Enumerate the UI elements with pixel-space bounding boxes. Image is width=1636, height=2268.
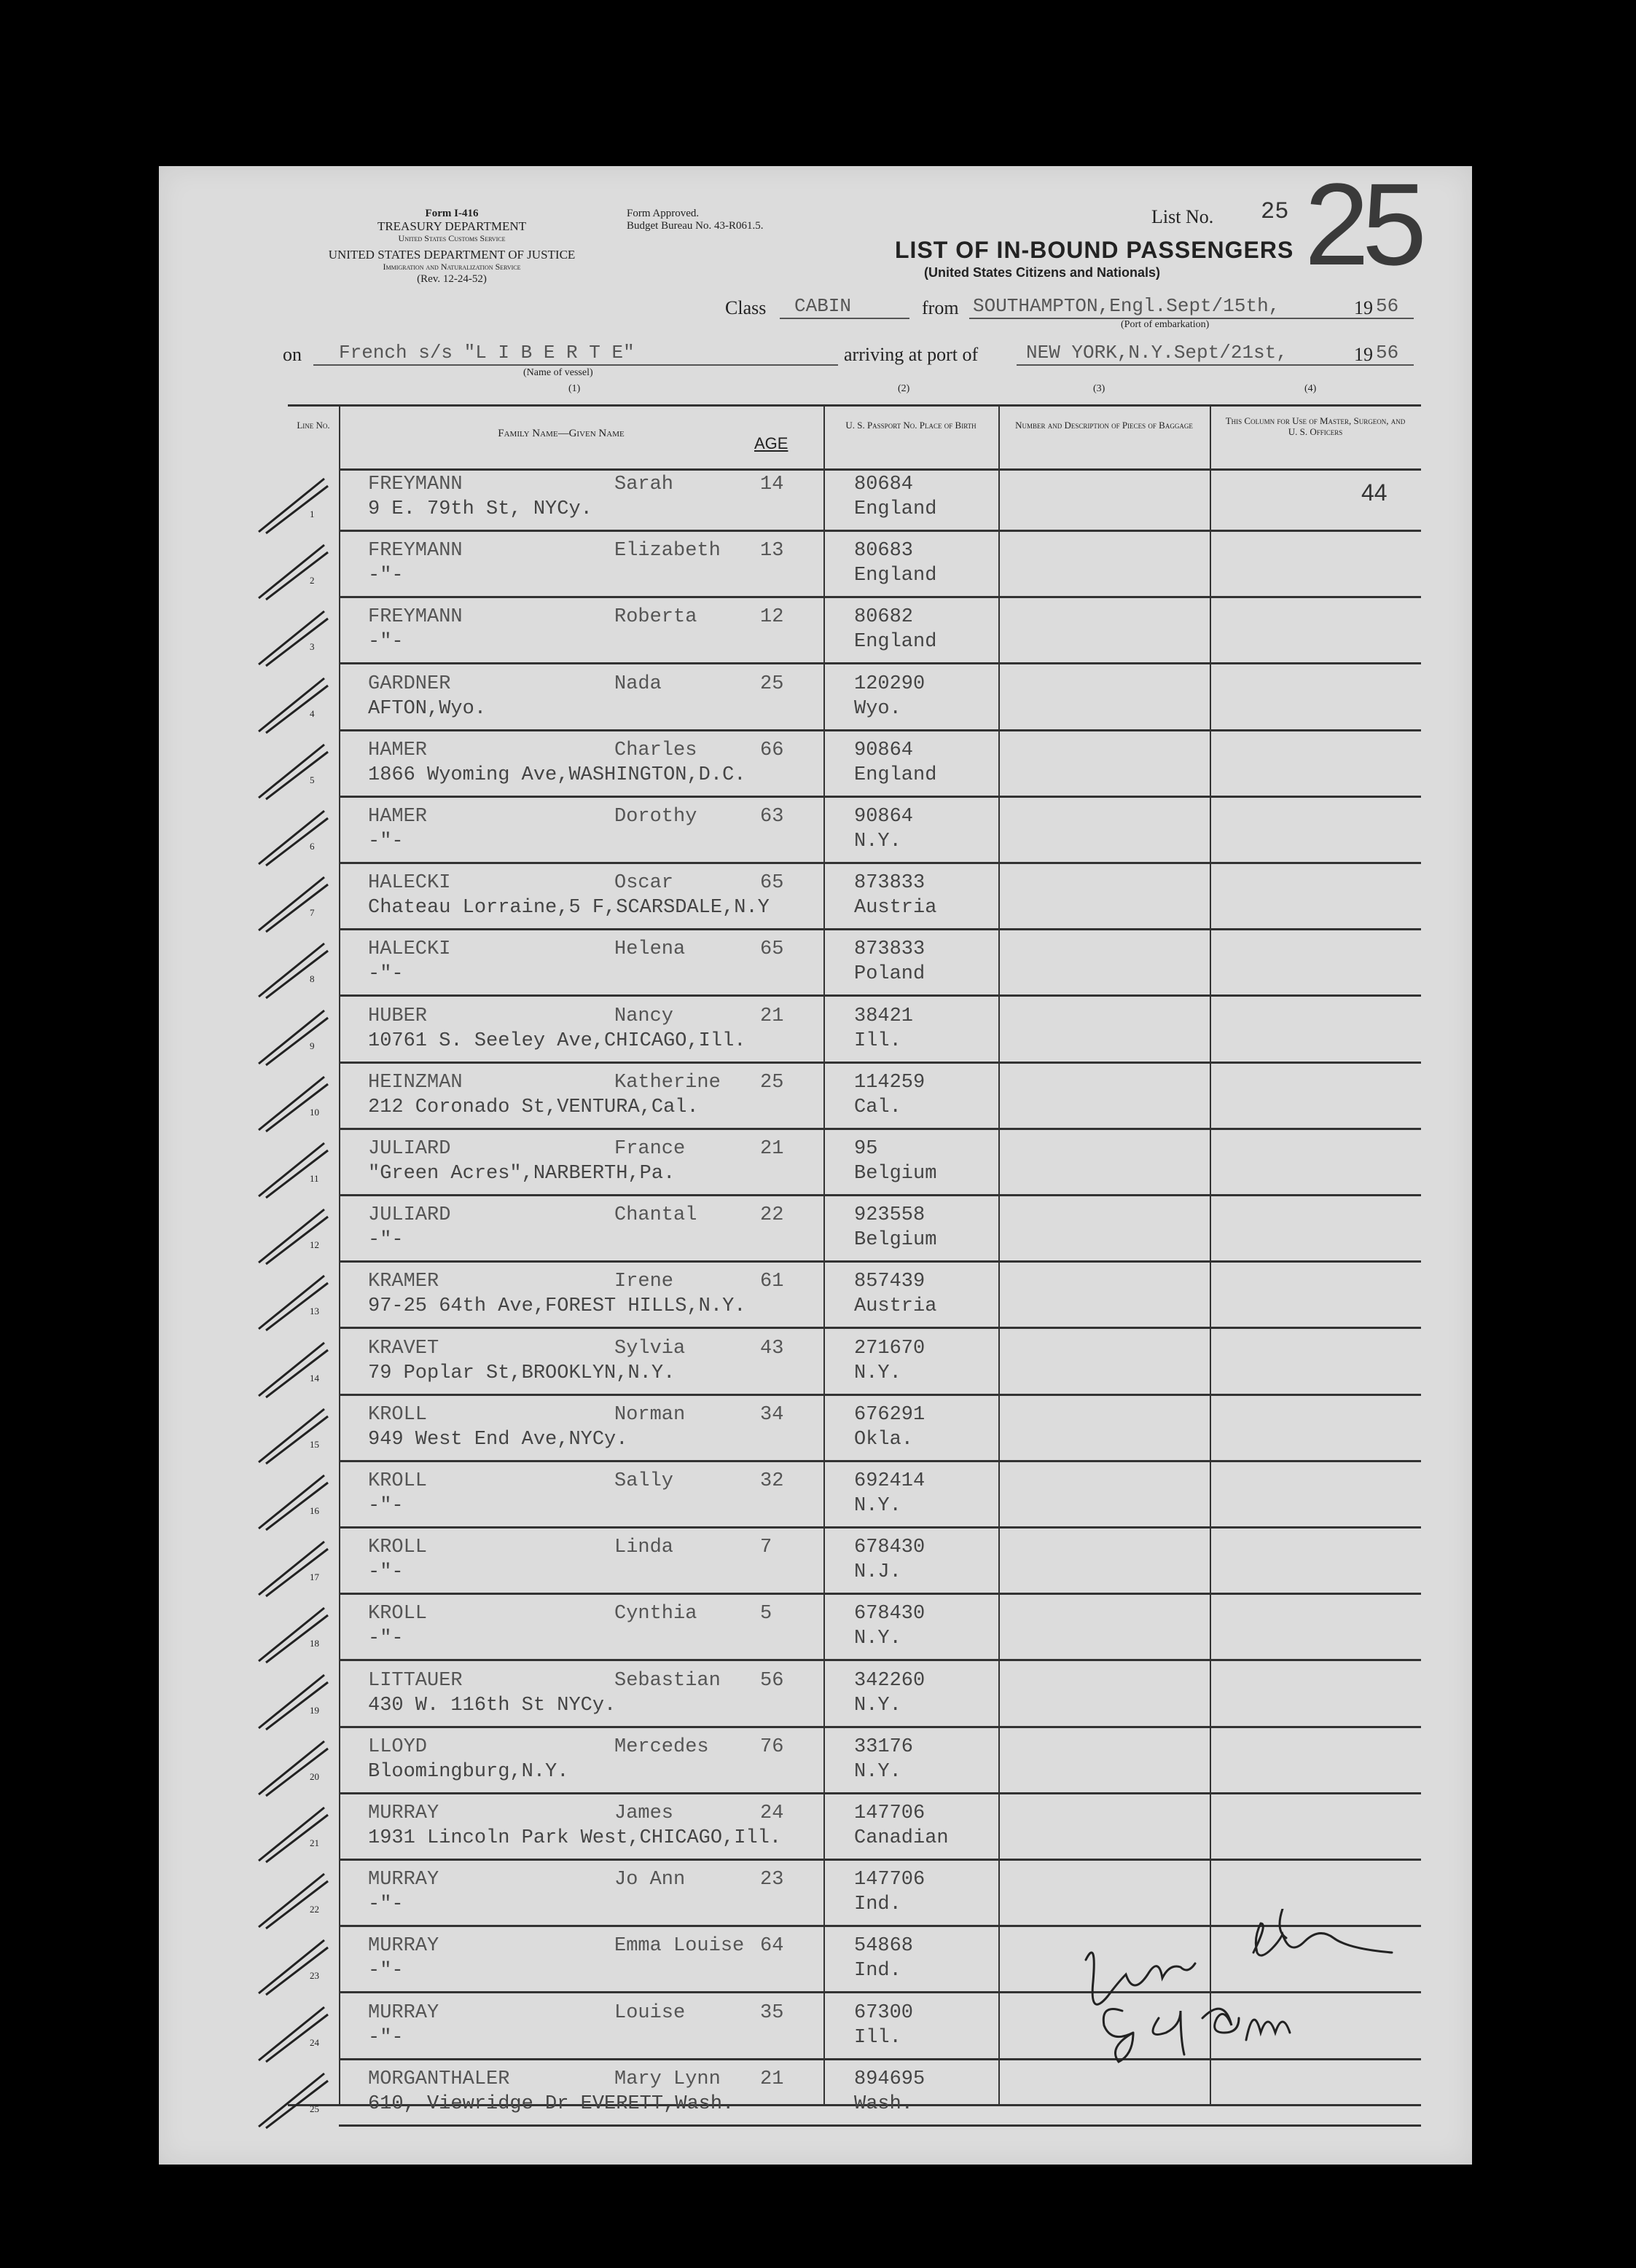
passport-number: 678430 [854, 1537, 925, 1559]
family-name: KROLL [368, 1470, 428, 1492]
address: AFTON,Wyo. [368, 697, 487, 720]
form-approved: Form Approved. [627, 208, 700, 219]
table-row [288, 1663, 1421, 1728]
passport-number: 676291 [854, 1403, 925, 1426]
given-name: Dorothy [614, 806, 697, 828]
row-separator [339, 596, 1421, 598]
age-value: 65 [760, 872, 784, 895]
passport-number: 67300 [854, 2001, 914, 2024]
class-underline [780, 318, 909, 319]
passport-number: 38421 [854, 1005, 914, 1027]
form-identifier-block [277, 208, 627, 286]
year-value-2: 56 [1376, 342, 1399, 364]
line-number: 5 [310, 774, 315, 785]
family-name: FREYMANN [368, 606, 463, 629]
family-name: KROLL [368, 1603, 428, 1625]
row-separator [339, 1460, 1421, 1462]
list-no-value: 25 [1261, 198, 1289, 225]
age-value: 34 [760, 1403, 784, 1426]
line-number: 14 [310, 1372, 319, 1384]
given-name: Irene [614, 1271, 674, 1293]
place-of-birth: Wash. [854, 2092, 914, 2115]
address: 9 E. 79th St, NYCy. [368, 498, 592, 520]
address: -"- [368, 963, 404, 986]
place-of-birth: Okla. [854, 1428, 914, 1451]
address: "Green Acres",NARBERTH,Pa. [368, 1163, 676, 1185]
col-head-name: Family Name—Given Name [498, 428, 625, 439]
table-row [288, 865, 1421, 930]
family-name: KROLL [368, 1403, 428, 1426]
given-name: Elizabeth [614, 540, 721, 562]
vessel-value: French s/s "L I B E R T E" [339, 342, 635, 364]
given-name: Norman [614, 1403, 686, 1426]
address: 610, Viewridge Dr EVERETT,Wash. [368, 2092, 735, 2115]
col-head-passport: U. S. Passport No. Place of Birth [845, 420, 976, 431]
age-value: 24 [760, 1802, 784, 1824]
passport-number: 80684 [854, 474, 914, 495]
line-number: 19 [310, 1704, 319, 1716]
col-num-3: (3) [1093, 383, 1105, 394]
passport-number: 120290 [854, 672, 925, 695]
given-name: Katherine [614, 1071, 721, 1094]
address: -"- [368, 1495, 404, 1517]
family-name: JULIARD [368, 1204, 451, 1227]
table-row [288, 1263, 1421, 1329]
place-of-birth: Wyo. [854, 697, 901, 720]
age-value: 63 [760, 806, 784, 828]
place-of-birth: England [854, 498, 937, 520]
check-mark-icon [255, 1405, 335, 1467]
passport-number: 342260 [854, 1669, 925, 1692]
on-label: on [283, 344, 302, 365]
place-of-birth: Ill. [854, 2026, 901, 2049]
row-separator [339, 1659, 1421, 1661]
form-title: LIST OF IN-BOUND PASSENGERS [895, 237, 1294, 263]
family-name: KRAVET [368, 1337, 439, 1359]
given-name: Helena [614, 938, 686, 961]
age-value: 25 [760, 1071, 784, 1094]
given-name: Cynthia [614, 1603, 697, 1625]
line-number: 7 [310, 907, 315, 919]
given-name: Charles [614, 739, 697, 761]
given-name: Oscar [614, 872, 674, 895]
given-name: Sylvia [614, 1337, 686, 1359]
passport-number: 90864 [854, 739, 914, 761]
table-row [288, 1397, 1421, 1462]
age-value: 76 [760, 1735, 784, 1758]
passport-number: 894695 [854, 2068, 925, 2090]
line-number: 23 [310, 1970, 319, 1982]
passport-number: 54868 [854, 1935, 914, 1958]
given-name: Roberta [614, 606, 697, 629]
line-number: 15 [310, 1438, 319, 1450]
given-name: Nada [614, 672, 662, 695]
table-row [288, 1463, 1421, 1529]
age-value: 64 [760, 1935, 784, 1958]
check-mark-icon [255, 608, 335, 670]
place-of-birth: Ill. [854, 1029, 901, 1052]
year-value-1: 56 [1376, 295, 1399, 317]
passport-number: 33176 [854, 1735, 914, 1758]
year-prefix-2: 19 [1354, 344, 1373, 365]
class-value: CABIN [794, 295, 852, 317]
age-value: 56 [760, 1669, 784, 1692]
address: 10761 S. Seeley Ave,CHICAGO,Ill. [368, 1029, 746, 1052]
given-name: Jo Ann [614, 1869, 686, 1891]
line-number: 20 [310, 1770, 319, 1782]
passport-number: 692414 [854, 1470, 925, 1492]
passport-number: 873833 [854, 938, 925, 961]
line-number: 4 [310, 707, 315, 719]
line-number: 25 [310, 2103, 319, 2114]
row-separator [339, 729, 1421, 731]
check-mark-icon [255, 741, 335, 803]
age-value: 66 [760, 739, 784, 761]
address: Bloomingburg,N.Y. [368, 1760, 569, 1783]
family-name: MURRAY [368, 1802, 439, 1824]
line-number: 3 [310, 641, 315, 653]
port-value: NEW YORK,N.Y.Sept/21st, [1026, 342, 1288, 364]
address: 430 W. 116th St NYCy. [368, 1694, 617, 1716]
age-value: 21 [760, 1138, 784, 1160]
age-value: 12 [760, 606, 784, 629]
check-mark-icon [255, 940, 335, 1002]
age-value: 7 [760, 1537, 772, 1559]
place-of-birth: Poland [854, 963, 925, 986]
port-underline [1017, 364, 1414, 366]
family-name: KRAMER [368, 1271, 439, 1293]
line-number: 13 [310, 1306, 319, 1317]
line-number: 1 [310, 509, 315, 519]
family-name: HAMER [368, 806, 428, 828]
place-of-birth: Ind. [854, 1960, 901, 1982]
family-name: MURRAY [368, 1869, 439, 1891]
given-name: Sally [614, 1470, 674, 1492]
family-name: HALECKI [368, 938, 451, 961]
table-row [288, 1197, 1421, 1263]
check-mark-icon [255, 1604, 335, 1666]
place-of-birth: Austria [854, 897, 937, 919]
check-mark-icon [255, 2004, 335, 2065]
justice-dept: UNITED STATES DEPARTMENT OF JUSTICE [328, 248, 576, 262]
address: -"- [368, 1628, 404, 1650]
age-value: 5 [760, 1603, 772, 1625]
list-no-label: List No. [1151, 206, 1214, 227]
table-row [288, 1131, 1421, 1196]
vessel-caption: (Name of vessel) [523, 367, 593, 378]
embark-caption: (Port of embarkation) [1121, 319, 1210, 330]
passport-number: 147706 [854, 1869, 925, 1891]
row-separator [339, 1194, 1421, 1196]
table-row [288, 998, 1421, 1064]
vessel-underline [313, 364, 838, 366]
line-number: 18 [310, 1638, 319, 1649]
table-row [288, 1729, 1421, 1794]
row-separator [339, 1062, 1421, 1064]
place-of-birth: Belgium [854, 1163, 937, 1185]
table-row [288, 599, 1421, 664]
given-name: Sebastian [614, 1669, 721, 1692]
check-mark-icon [255, 1804, 335, 1866]
line-number: 22 [310, 1904, 319, 1915]
table-row [288, 1529, 1421, 1595]
family-name: HUBER [368, 1005, 428, 1027]
age-value: 43 [760, 1337, 784, 1359]
given-name: Emma Louise [614, 1935, 745, 1958]
line-number: 21 [310, 1837, 319, 1848]
family-name: JULIARD [368, 1138, 451, 1160]
age-value: 14 [760, 474, 784, 495]
row-separator [339, 662, 1421, 664]
form-subtitle: (United States Citizens and Nationals) [924, 265, 1161, 280]
year-prefix-1: 19 [1354, 297, 1373, 318]
row-separator [339, 928, 1421, 930]
row-separator [339, 1859, 1421, 1861]
check-mark-icon [255, 475, 335, 537]
address: -"- [368, 831, 404, 852]
family-name: FREYMANN [368, 474, 463, 495]
address: Chateau Lorraine,5 F,SCARSDALE,N.Y [368, 897, 770, 919]
passport-number: 857439 [854, 1271, 925, 1293]
treasury-dept: TREASURY DEPARTMENT [377, 219, 527, 233]
age-value: 61 [760, 1271, 784, 1293]
address: -"- [368, 1960, 404, 1982]
row-separator [339, 530, 1421, 532]
col-head-baggage: Number and Description of Pieces of Baggage [1015, 420, 1193, 431]
check-mark-icon [255, 1272, 335, 1334]
given-name: Chantal [614, 1204, 697, 1227]
address: 1931 Lincoln Park West,CHICAGO,Ill. [368, 1827, 782, 1849]
row-separator [339, 1526, 1421, 1529]
address: -"- [368, 1561, 404, 1584]
address: -"- [368, 1894, 404, 1916]
place-of-birth: N.Y. [854, 831, 901, 852]
passport-number: 80683 [854, 540, 914, 562]
row-separator [339, 1593, 1421, 1595]
row-separator [339, 1726, 1421, 1728]
address: -"- [368, 2026, 404, 2049]
check-mark-icon [255, 1738, 335, 1800]
age-value: 22 [760, 1204, 784, 1227]
handwritten-signature [1079, 1909, 1443, 2142]
customs-service: United States Customs Service [398, 233, 506, 243]
check-mark-icon [255, 1538, 335, 1600]
age-value: 25 [760, 672, 784, 695]
row-separator [339, 1327, 1421, 1329]
family-name: MURRAY [368, 1935, 439, 1958]
given-name: James [614, 1802, 674, 1824]
check-mark-icon [255, 1472, 335, 1534]
given-name: Linda [614, 1537, 674, 1559]
line-number: 10 [310, 1106, 319, 1118]
check-mark-icon [255, 1671, 335, 1733]
place-of-birth: England [854, 565, 937, 587]
line-number: 9 [310, 1040, 315, 1051]
family-name: GARDNER [368, 672, 451, 695]
family-name: MURRAY [368, 2001, 439, 2024]
line-number: 8 [310, 973, 315, 985]
arriving-label: arriving at port of [844, 344, 979, 365]
age-value: 21 [760, 2068, 784, 2090]
given-name: Mercedes [614, 1735, 709, 1758]
family-name: LITTAUER [368, 1669, 463, 1692]
passport-number: 95 [854, 1138, 878, 1160]
row-separator [339, 796, 1421, 798]
family-name: KROLL [368, 1537, 428, 1559]
passport-number: 678430 [854, 1603, 925, 1625]
row-separator [339, 862, 1421, 864]
table-row [288, 732, 1421, 798]
table-row [288, 1064, 1421, 1130]
place-of-birth: N.Y. [854, 1694, 901, 1716]
place-of-birth: N.Y. [854, 1760, 901, 1783]
check-mark-icon [255, 1339, 335, 1401]
table-row [288, 931, 1421, 997]
from-label: from [922, 297, 959, 318]
address: 212 Coronado St,VENTURA,Cal. [368, 1096, 699, 1118]
address: 1866 Wyoming Ave,WASHINGTON,D.C. [368, 764, 746, 786]
family-name: LLOYD [368, 1735, 428, 1758]
line-number: 24 [310, 2036, 319, 2048]
row-separator [339, 1792, 1421, 1794]
big-list-number: 25 [1304, 159, 1420, 289]
place-of-birth: Ind. [854, 1894, 901, 1916]
budget-bureau: Budget Bureau No. 43-R061.5. [627, 220, 764, 232]
check-mark-icon [255, 1870, 335, 1932]
embarkation-value: SOUTHAMPTON,Engl.Sept/15th, [973, 295, 1280, 317]
approval-block [627, 208, 763, 232]
passport-number: 873833 [854, 872, 925, 895]
row-separator [339, 1394, 1421, 1396]
passport-number: 271670 [854, 1337, 925, 1359]
col-num-2: (2) [898, 383, 910, 394]
table-row [288, 533, 1421, 598]
col-num-1: (1) [568, 383, 581, 394]
check-mark-icon [255, 1007, 335, 1069]
row-separator [339, 1128, 1421, 1130]
place-of-birth: Belgium [854, 1229, 937, 1252]
col-num-4: (4) [1304, 383, 1317, 394]
row-separator [339, 994, 1421, 997]
family-name: MORGANTHALER [368, 2068, 510, 2090]
line-number: 17 [310, 1571, 319, 1583]
line-number: 16 [310, 1505, 319, 1516]
table-row [288, 1795, 1421, 1861]
place-of-birth: England [854, 631, 937, 654]
check-mark-icon [255, 1139, 335, 1201]
passport-number: 923558 [854, 1204, 925, 1227]
given-name: Mary Lynn [614, 2068, 721, 2090]
passport-number: 114259 [854, 1071, 925, 1094]
form-id: Form I-416 [425, 208, 479, 219]
passport-number: 147706 [854, 1802, 925, 1824]
address: -"- [368, 565, 404, 587]
check-mark-icon [255, 807, 335, 869]
age-value: 13 [760, 540, 784, 562]
place-of-birth: N.J. [854, 1561, 901, 1584]
place-of-birth: Cal. [854, 1096, 901, 1118]
check-mark-icon [255, 1937, 335, 1998]
place-of-birth: Austria [854, 1295, 937, 1318]
table-row [288, 666, 1421, 731]
check-mark-icon [255, 874, 335, 935]
check-mark-icon [255, 1206, 335, 1268]
address: -"- [368, 631, 404, 654]
check-mark-icon [255, 2070, 335, 2132]
family-name: HALECKI [368, 872, 451, 895]
table-row [288, 1330, 1421, 1396]
given-name: France [614, 1138, 686, 1160]
family-name: FREYMANN [368, 540, 463, 562]
line-number: 6 [310, 841, 315, 852]
age-value: 35 [760, 2001, 784, 2024]
place-of-birth: N.Y. [854, 1628, 901, 1650]
check-mark-icon [255, 1073, 335, 1135]
given-name: Nancy [614, 1005, 674, 1027]
age-value: 65 [760, 938, 784, 961]
address: 79 Poplar St,BROOKLYN,N.Y. [368, 1362, 676, 1384]
address: 97-25 64th Ave,FOREST HILLS,N.Y. [368, 1295, 746, 1318]
col-head-officers: This Column for Use of Master, Surgeon, and U. S. Officers [1225, 415, 1406, 437]
family-name: HEINZMAN [368, 1071, 463, 1094]
line-number: 11 [310, 1173, 319, 1184]
address: -"- [368, 1229, 404, 1252]
table-row [288, 466, 1421, 532]
check-mark-icon [255, 541, 335, 603]
table-row [288, 1596, 1421, 1661]
col-head-line-no: Line No. [297, 420, 330, 431]
ins-service: Immigration and Naturalization Service [383, 262, 521, 272]
family-name: HAMER [368, 739, 428, 761]
place-of-birth: N.Y. [854, 1362, 901, 1384]
row-separator [339, 1260, 1421, 1263]
passport-number: 80682 [854, 606, 914, 629]
given-name: Sarah [614, 474, 674, 495]
place-of-birth: England [854, 764, 937, 786]
place-of-birth: N.Y. [854, 1495, 901, 1517]
age-value: 21 [760, 1005, 784, 1027]
officer-remark: 44 [1361, 479, 1388, 506]
age-value: 23 [760, 1869, 784, 1891]
check-mark-icon [255, 675, 335, 737]
class-label: Class [725, 297, 767, 318]
table-row [288, 798, 1421, 864]
place-of-birth: Canadian [854, 1827, 949, 1849]
revision-date: (Rev. 12-24-52) [417, 273, 487, 285]
col-head-age: AGE [754, 434, 788, 452]
age-value: 32 [760, 1470, 784, 1492]
line-number: 12 [310, 1239, 319, 1251]
line-number: 2 [310, 575, 315, 586]
address: 949 West End Ave,NYCy. [368, 1428, 628, 1451]
given-name: Louise [614, 2001, 686, 2024]
passport-number: 90864 [854, 806, 914, 828]
